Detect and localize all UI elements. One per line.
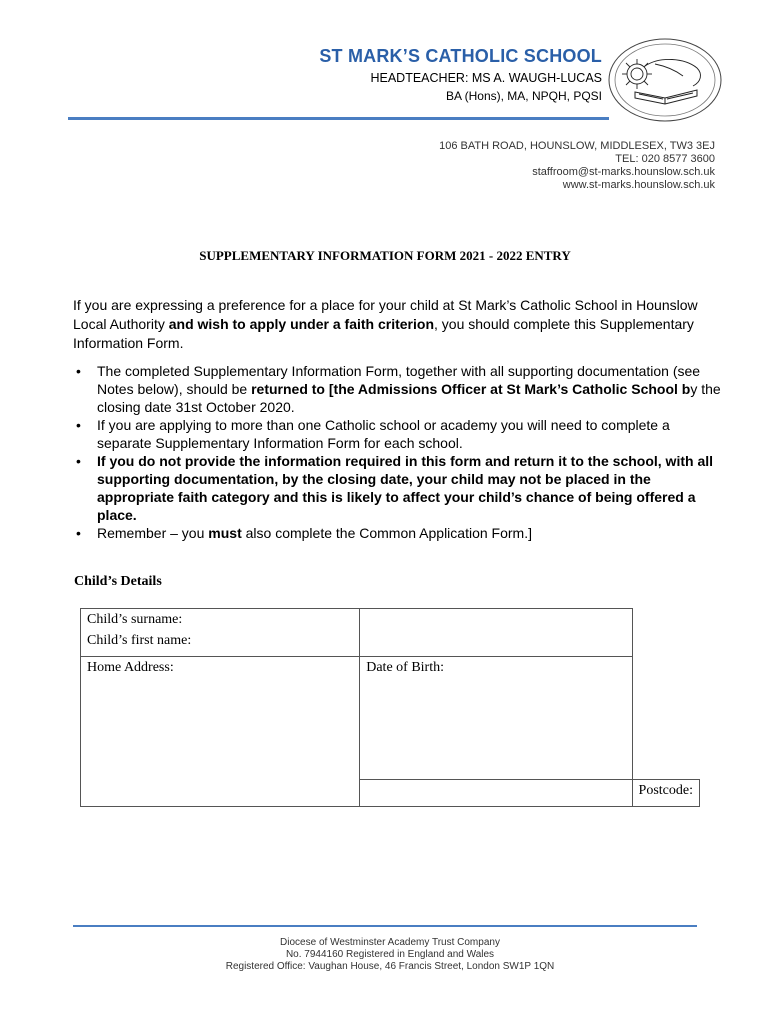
headteacher-qualifications: BA (Hons), MA, NPQH, PQSI <box>445 89 602 103</box>
footer <box>0 937 770 973</box>
bullet-1-text-2: y the closing date 31st October 2020. <box>97 381 721 415</box>
list-item <box>73 452 723 524</box>
home-address-label: Home Address: <box>87 660 174 675</box>
bullet-3-bold: If you do not provide the information required in this form and return it to the school, with all supporting documentation, by the closing date, your child may not be placed in the appropriate faith category and this is likely to affect your child’s chance of being offered a place. <box>97 453 714 523</box>
footer-line-1: Diocese of Westminster Academy Trust Company <box>280 937 500 948</box>
school-telephone: TEL: 020 8577 3600 <box>615 153 715 165</box>
table-row <box>81 657 700 780</box>
school-address: 106 BATH ROAD, HOUNSLOW, MIDDLESEX, TW3 3EJ <box>439 140 715 152</box>
school-name: ST MARK’S CATHOLIC SCHOOL <box>319 46 602 66</box>
list-item <box>73 416 723 452</box>
footer-divider <box>73 925 697 927</box>
child-names-entry-cell[interactable] <box>360 609 632 657</box>
bullet-1-bold: returned to [the Admissions Officer at St Mark’s Catholic School b <box>251 381 691 397</box>
contact-block <box>439 140 715 192</box>
bullet-1-text-1: The completed Supplementary Information Form, together with all supporting documentation (see Notes below), should be <box>97 363 701 397</box>
surname-label: Child’s surname: <box>87 612 183 627</box>
school-website[interactable]: www.st-marks.hounslow.sch.uk <box>562 179 715 191</box>
list-item <box>73 524 723 542</box>
intro-bold: and wish to apply under a faith criterion <box>168 316 434 332</box>
school-email[interactable]: staffroom@st-marks.hounslow.sch.uk <box>532 166 715 178</box>
first-name-label: Child’s first name: <box>87 633 192 648</box>
date-of-birth-label: Date of Birth: <box>366 660 444 675</box>
intro-paragraph <box>73 296 713 353</box>
postcode-label: Postcode: <box>638 783 693 798</box>
childs-details-heading: Child’s Details <box>74 574 162 589</box>
bullet-4-text-2: also complete the Common Application Form.] <box>241 525 532 541</box>
table-row <box>81 609 700 657</box>
footer-line-2: No. 7944160 Registered in England and Wales <box>285 949 495 960</box>
intro-text-2: , you should complete this Supplementary Information Form. <box>73 316 694 351</box>
instructions-list <box>73 362 723 542</box>
address-extra-cell[interactable] <box>360 780 632 807</box>
postcode-cell[interactable] <box>632 780 699 807</box>
header-divider <box>68 117 609 120</box>
child-names-cell[interactable] <box>81 609 360 657</box>
book-icon <box>635 90 697 104</box>
childs-details-table <box>80 608 700 807</box>
home-address-cell[interactable] <box>81 657 360 807</box>
bullet-4-bold: must <box>208 525 242 541</box>
date-of-birth-cell[interactable] <box>360 657 632 780</box>
form-title: SUPPLEMENTARY INFORMATION FORM 2021 - 2022 ENTRY <box>199 248 571 263</box>
bullet-4-text-1: Remember – you <box>97 525 209 541</box>
school-crest-logo <box>605 36 723 124</box>
headteacher-line: HEADTEACHER: MS A. WAUGH-LUCAS <box>370 71 602 85</box>
list-item <box>73 362 723 416</box>
intro-text-1: If you are expressing a preference for a place for your child at St Mark’s Catholic School in Hounslow Local Authority <box>73 297 698 332</box>
lion-icon <box>622 59 700 89</box>
bullet-2-text: If you are applying to more than one Catholic school or academy you will need to complete a separate Supplementary Information Form for each school. <box>97 417 670 451</box>
footer-line-3: Registered Office: Vaughan House, 46 Francis Street, London SW1P 1QN <box>225 961 555 972</box>
